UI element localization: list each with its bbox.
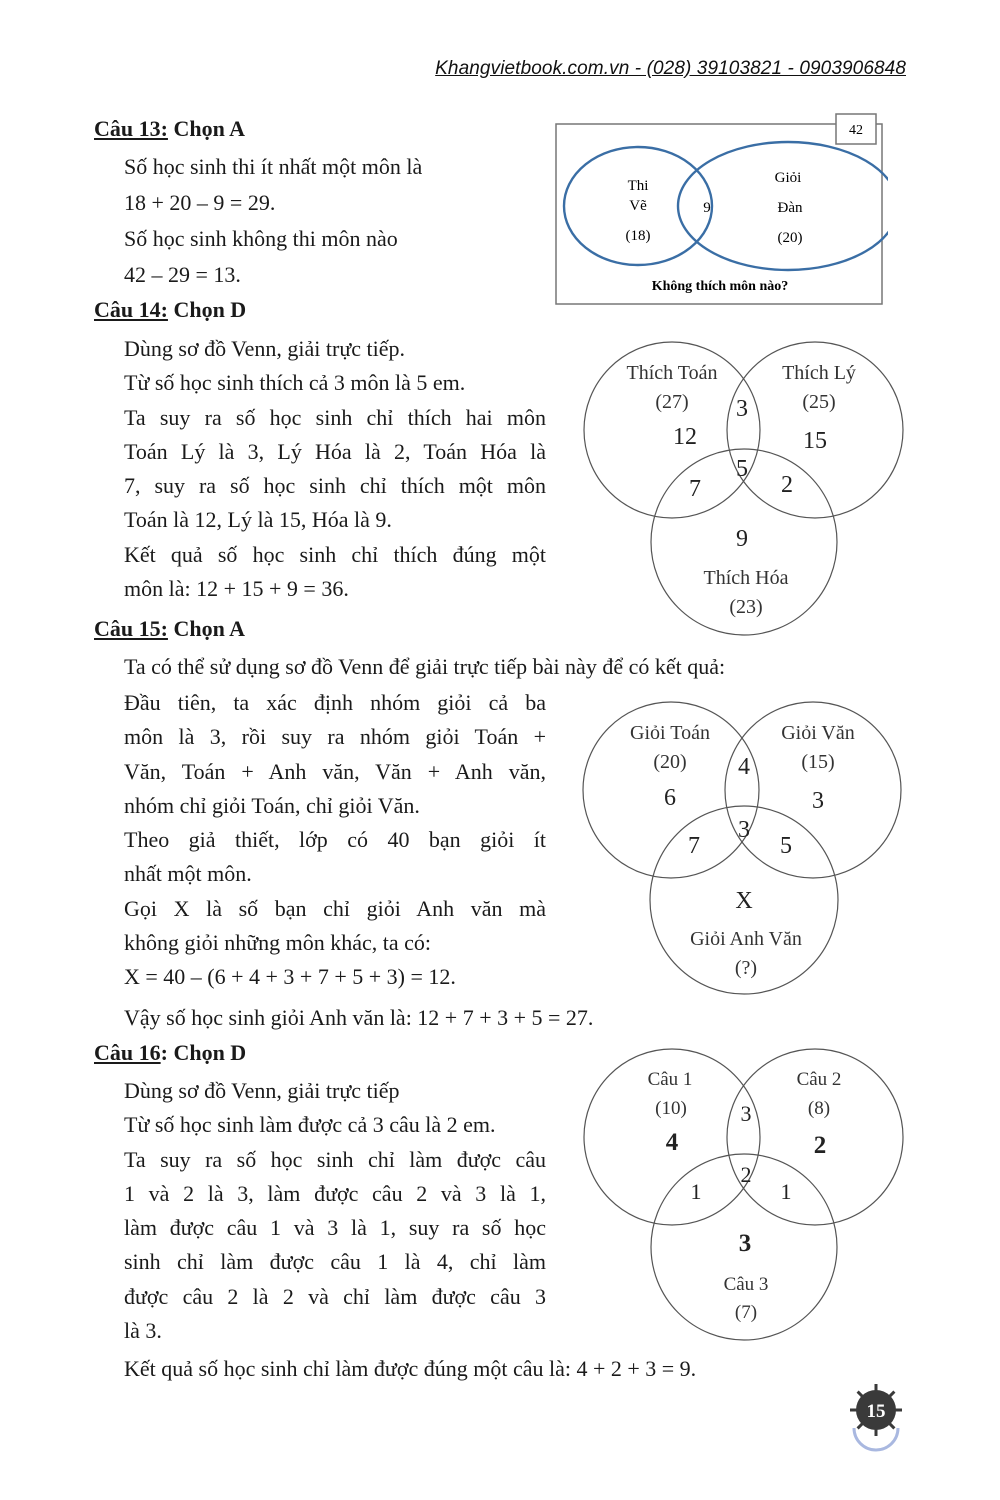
question-14-title bbox=[94, 297, 246, 323]
svg-text:15: 15 bbox=[803, 428, 827, 454]
svg-text:2: 2 bbox=[740, 1162, 752, 1187]
svg-text:Câu 1: Câu 1 bbox=[647, 1069, 693, 1090]
text-line: Số học sinh không thi môn nào bbox=[124, 226, 398, 251]
svg-text:Giỏi: Giỏi bbox=[774, 170, 802, 186]
svg-text:3: 3 bbox=[738, 817, 750, 843]
question-choice: Chọn D bbox=[173, 297, 247, 322]
text-line: 42 – 29 = 13. bbox=[124, 262, 241, 287]
question-16-title: Câu 16: Chọn D bbox=[94, 1040, 247, 1065]
svg-text:Không thích môn nào?: Không thích môn nào? bbox=[651, 279, 789, 294]
question-number: Câu 15: bbox=[94, 616, 168, 641]
svg-text:3: 3 bbox=[738, 1230, 752, 1257]
text-line: Số học sinh thi ít nhất một môn là bbox=[124, 154, 423, 179]
svg-text:3: 3 bbox=[740, 1101, 752, 1126]
svg-text:6: 6 bbox=[664, 785, 676, 811]
svg-text:Đàn: Đàn bbox=[777, 200, 803, 216]
question-13-title bbox=[94, 116, 245, 142]
svg-text:2: 2 bbox=[813, 1132, 827, 1159]
svg-text:1: 1 bbox=[780, 1179, 792, 1204]
page-number: 15 bbox=[866, 1401, 886, 1422]
venn-diagram-q13 bbox=[552, 110, 888, 310]
text-line: Kết quả số học sinh chỉ làm được đúng một câu là: 4 + 2 + 3 = 9. bbox=[124, 1356, 697, 1381]
svg-text:3: 3 bbox=[736, 396, 748, 422]
svg-text:9: 9 bbox=[703, 200, 711, 216]
text-line: 18 + 20 – 9 = 29. bbox=[124, 190, 276, 215]
svg-text:X: X bbox=[735, 888, 753, 914]
question-number: Câu 16 bbox=[94, 1040, 161, 1065]
svg-text:(20): (20) bbox=[777, 230, 803, 246]
svg-text:Câu 2: Câu 2 bbox=[796, 1069, 842, 1090]
svg-text:12: 12 bbox=[673, 424, 697, 450]
svg-text:9: 9 bbox=[736, 526, 748, 552]
svg-text:Thích Toán: Thích Toán bbox=[626, 362, 718, 384]
svg-text:Giỏi Anh Văn: Giỏi Anh Văn bbox=[690, 928, 802, 950]
svg-text:3: 3 bbox=[812, 788, 824, 814]
svg-text:(18): (18) bbox=[625, 228, 651, 244]
venn-diagram-q16 bbox=[570, 1040, 920, 1350]
text-line: Ta có thể sử dụng sơ đồ Venn để giải trực tiếp bài này để có kết quả: bbox=[124, 654, 726, 679]
svg-text:7: 7 bbox=[688, 833, 700, 859]
svg-text:(25): (25) bbox=[802, 391, 836, 413]
svg-text:(8): (8) bbox=[807, 1098, 831, 1119]
svg-text:Giỏi Văn: Giỏi Văn bbox=[781, 722, 855, 744]
question-number: Câu 13: bbox=[94, 116, 168, 141]
question-16-explanation: Dùng sơ đồ Venn, giải trực tiếp Từ số học sinh làm được cả 3 câu là 2 em. Ta suy ra số học sinh chỉ làm được câu 1 và 2 là 3, làm được câu 2 và 3 là 1, làm được câu 1 và 3 là 1, suy ra số học sinh chỉ làm được câu 1 là 4, chỉ làm được câu 2 là 2 và chỉ làm được câu 3 là 3. bbox=[124, 1078, 546, 1344]
page-number-badge bbox=[838, 1380, 918, 1460]
svg-text:(10): (10) bbox=[655, 1098, 687, 1119]
venn-diagram-q15 bbox=[570, 690, 920, 1000]
svg-text:7: 7 bbox=[689, 476, 701, 502]
svg-text:1: 1 bbox=[690, 1179, 702, 1204]
svg-text:Thích Lý: Thích Lý bbox=[782, 362, 856, 384]
question-choice: Chọn D bbox=[173, 1040, 247, 1065]
question-15-title bbox=[94, 616, 245, 642]
svg-text:(20): (20) bbox=[653, 751, 687, 773]
svg-text:Thích Hóa: Thích Hóa bbox=[703, 567, 789, 589]
svg-text:Câu 3: Câu 3 bbox=[723, 1274, 769, 1295]
question-choice: Chọn A bbox=[173, 116, 245, 141]
venn-diagram-q14 bbox=[570, 330, 920, 640]
svg-text:5: 5 bbox=[736, 456, 748, 482]
svg-text:4: 4 bbox=[665, 1129, 679, 1156]
question-choice: Chọn A bbox=[173, 616, 245, 641]
total-box-label: 42 bbox=[849, 123, 863, 138]
svg-text:(23): (23) bbox=[729, 596, 763, 618]
question-15-explanation: Đầu tiên, ta xác định nhóm giỏi cả ba môn là 3, rồi suy ra nhóm giỏi Toán + Văn, Toán + Anh văn, Văn + Anh văn, nhóm chỉ giỏi Toán, chỉ giỏi Văn. Theo giả thiết, lớp có 40 bạn giỏi ít nhất một môn. Gọi X là số bạn chỉ giỏi Anh văn mà không giỏi những môn khác, ta có: X = 40 – (6 + 4 + 3 + 7 + 5 + 3) = 12. bbox=[124, 690, 546, 990]
svg-text:4: 4 bbox=[738, 754, 750, 780]
question-number: Câu 14: bbox=[94, 297, 168, 322]
svg-text:(15): (15) bbox=[801, 751, 835, 773]
svg-text:(7): (7) bbox=[734, 1302, 758, 1323]
svg-text:2: 2 bbox=[781, 472, 793, 498]
svg-text:(?): (?) bbox=[734, 957, 758, 979]
text-line: Vậy số học sinh giỏi Anh văn là: 12 + 7 + 3 + 5 = 27. bbox=[124, 1005, 594, 1030]
header-contact-link[interactable]: Khangvietbook.com.vn - (028) 39103821 - 0903906848 bbox=[435, 58, 906, 79]
svg-text:5: 5 bbox=[780, 833, 792, 859]
svg-text:(27): (27) bbox=[655, 391, 689, 413]
svg-text:Giỏi Toán: Giỏi Toán bbox=[630, 722, 710, 744]
question-14-explanation: Dùng sơ đồ Venn, giải trực tiếp. Từ số học sinh thích cả 3 môn là 5 em. Ta suy ra số học sinh chỉ thích hai môn Toán Lý là 3, Lý Hóa là 2, Toán Hóa là 7, suy ra số học sinh chỉ thích một môn Toán là 12, Lý là 15, Hóa là 9. Kết quả số học sinh chỉ thích đúng một môn là: 12 + 15 + 9 = 36. bbox=[124, 336, 546, 602]
svg-text:Vẽ: Vẽ bbox=[629, 198, 647, 214]
svg-text:Thi: Thi bbox=[627, 178, 649, 194]
